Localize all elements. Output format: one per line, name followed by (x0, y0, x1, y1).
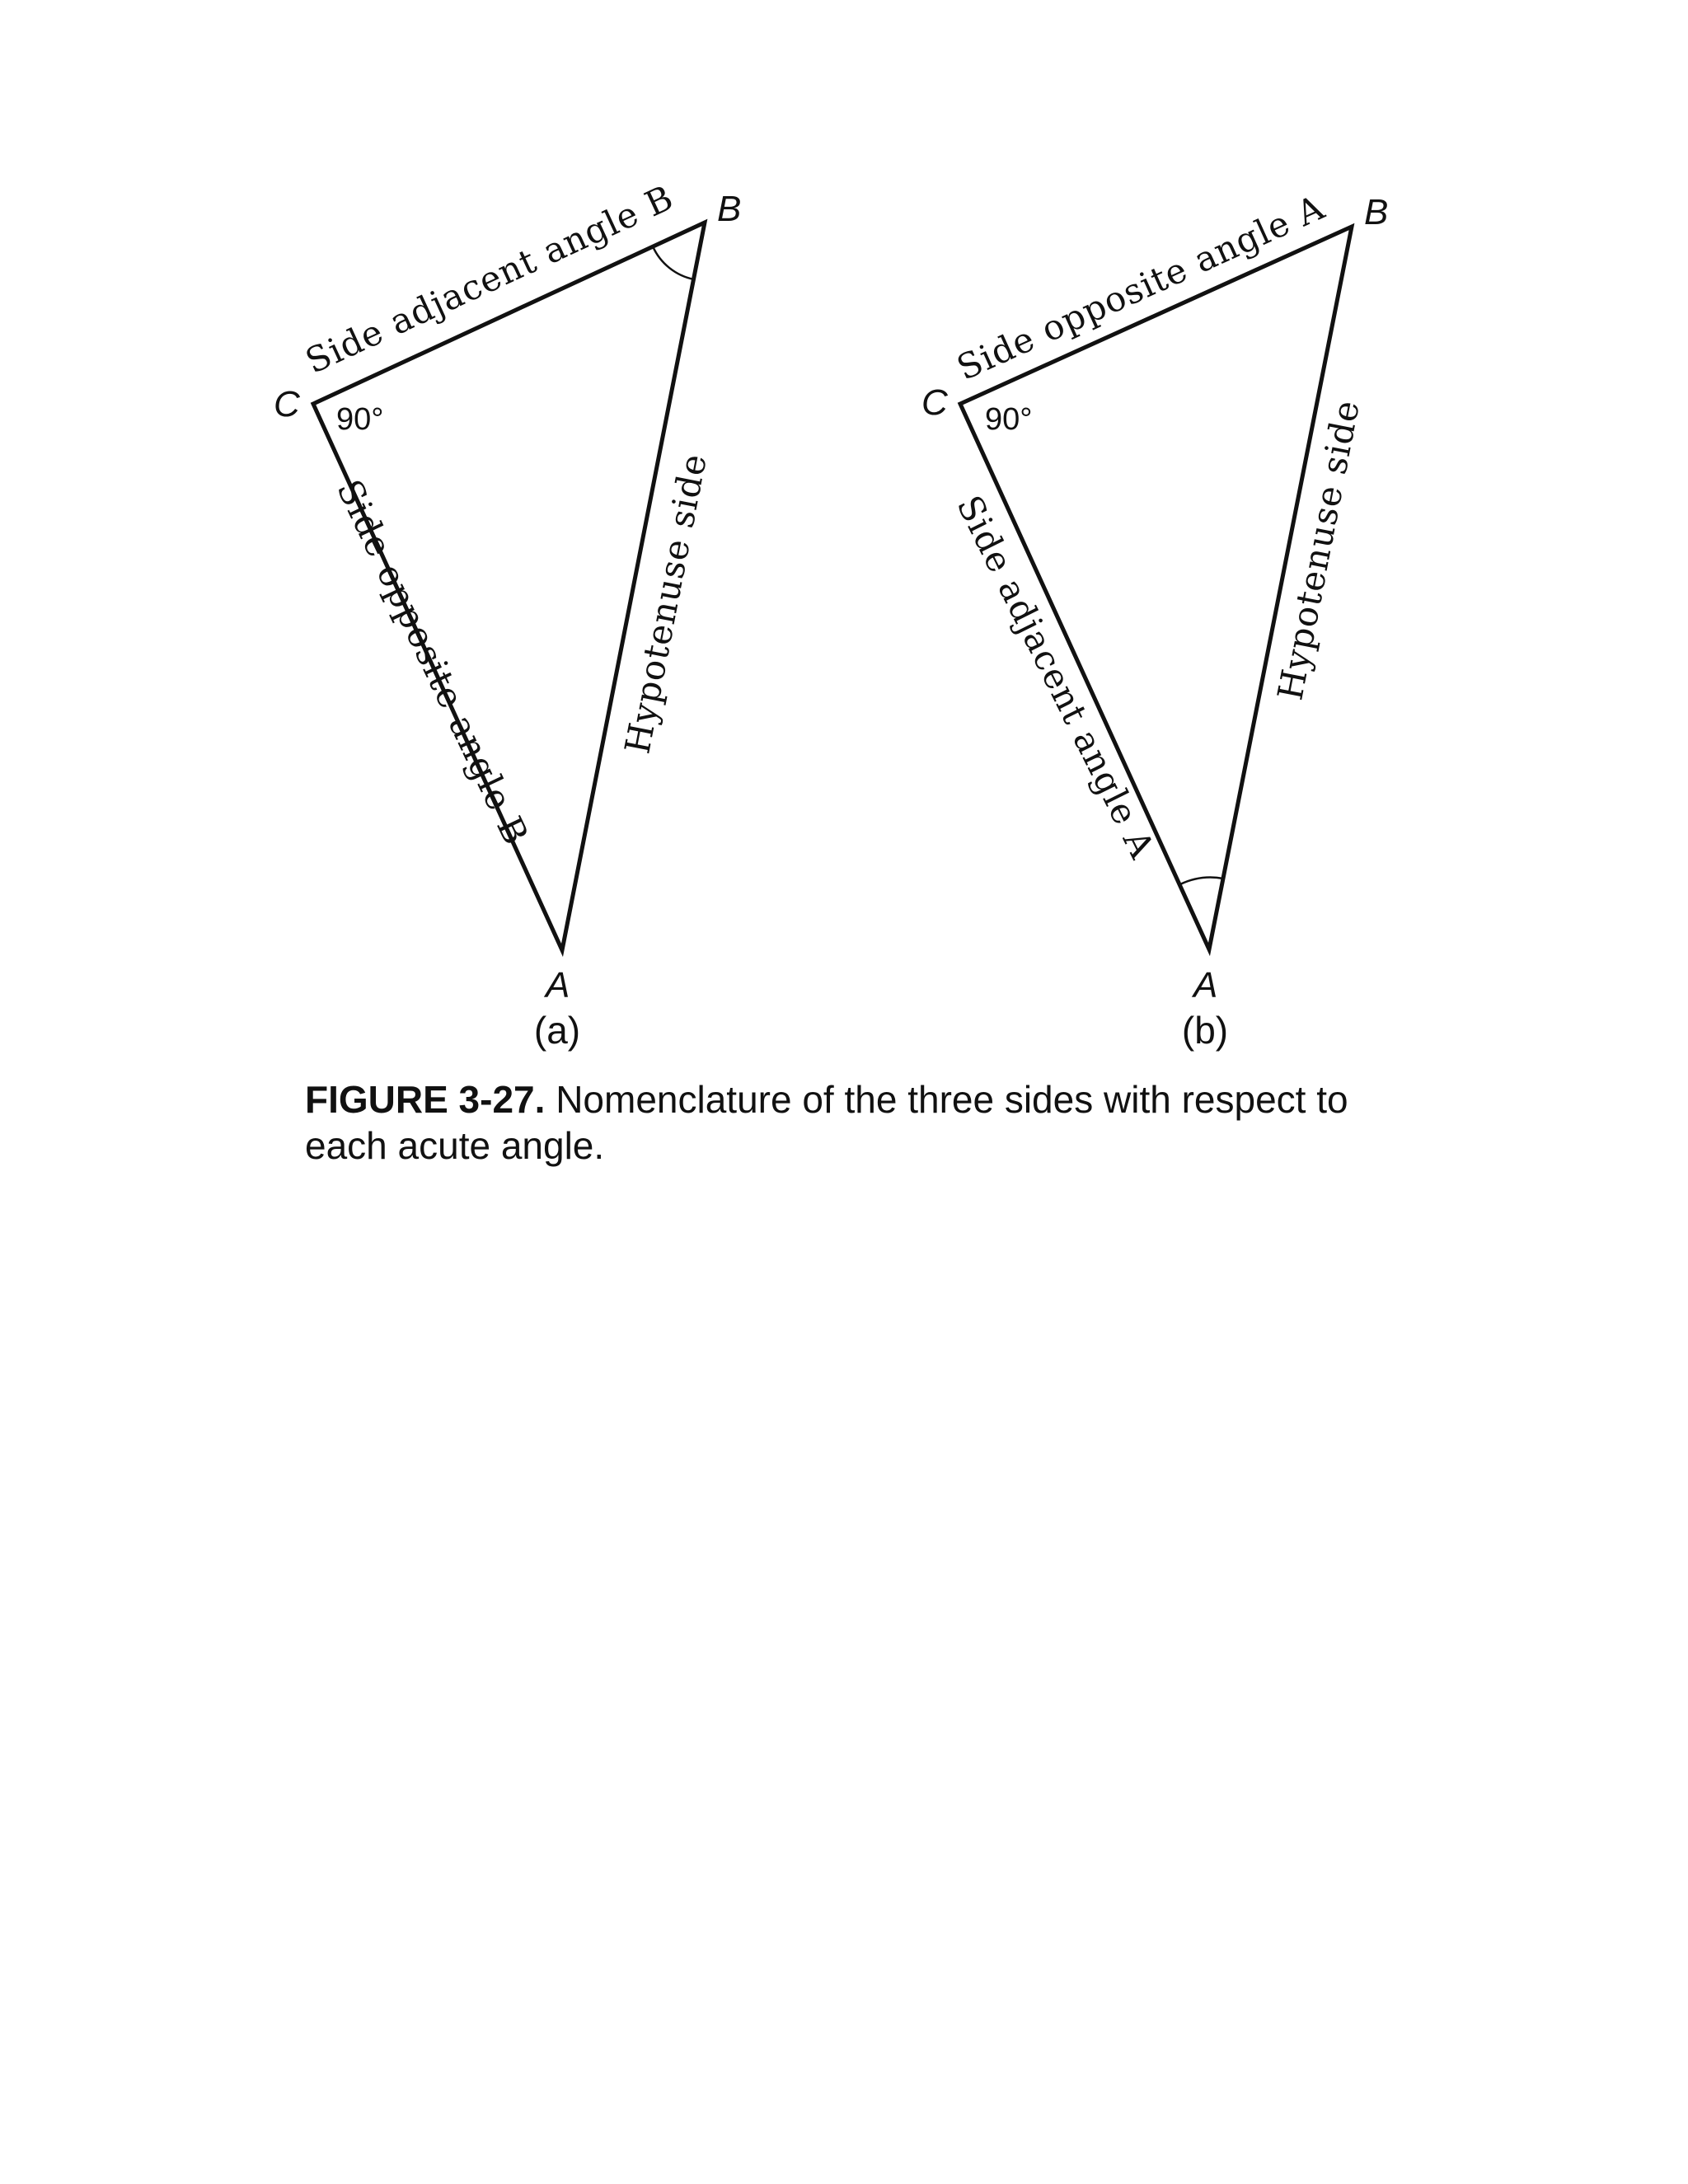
side-ca-label-b: Side adjacent angle A (949, 489, 1163, 865)
vertex-b-label-b: B (1364, 192, 1389, 232)
vertex-c-label-b: C (921, 382, 948, 423)
right-angle-label-a: 90° (336, 402, 384, 437)
vertex-a-label-a: A (546, 965, 570, 1005)
caption-text: Nomenclature of the three sides with respect to each acute angle. (305, 1078, 1348, 1167)
figure-caption (305, 1076, 1393, 1169)
right-angle-label-b: 90° (985, 402, 1033, 437)
side-cb-label-b: Side opposite angle A (950, 186, 1331, 389)
figure-number: FIGURE 3-27. (305, 1078, 546, 1121)
vertex-b-label-a: B (717, 189, 742, 229)
angle-b-arc (653, 246, 694, 279)
panel-a (274, 177, 741, 1052)
angle-a-arc (1180, 878, 1223, 884)
side-ca-label-a: Side opposite angle B (329, 473, 537, 851)
panel-b (921, 187, 1388, 1052)
vertex-c-label-a: C (274, 384, 300, 424)
panel-label-b: (b) (1181, 1009, 1229, 1052)
hypotenuse-label-a: Hypotenuse side (617, 450, 715, 757)
panel-label-a: (a) (533, 1009, 581, 1052)
vertex-a-label-b: A (1193, 965, 1218, 1005)
side-cb-label-a: Side adjacent angle B (299, 176, 680, 382)
hypotenuse-label-b: Hypotenuse side (1269, 396, 1368, 704)
